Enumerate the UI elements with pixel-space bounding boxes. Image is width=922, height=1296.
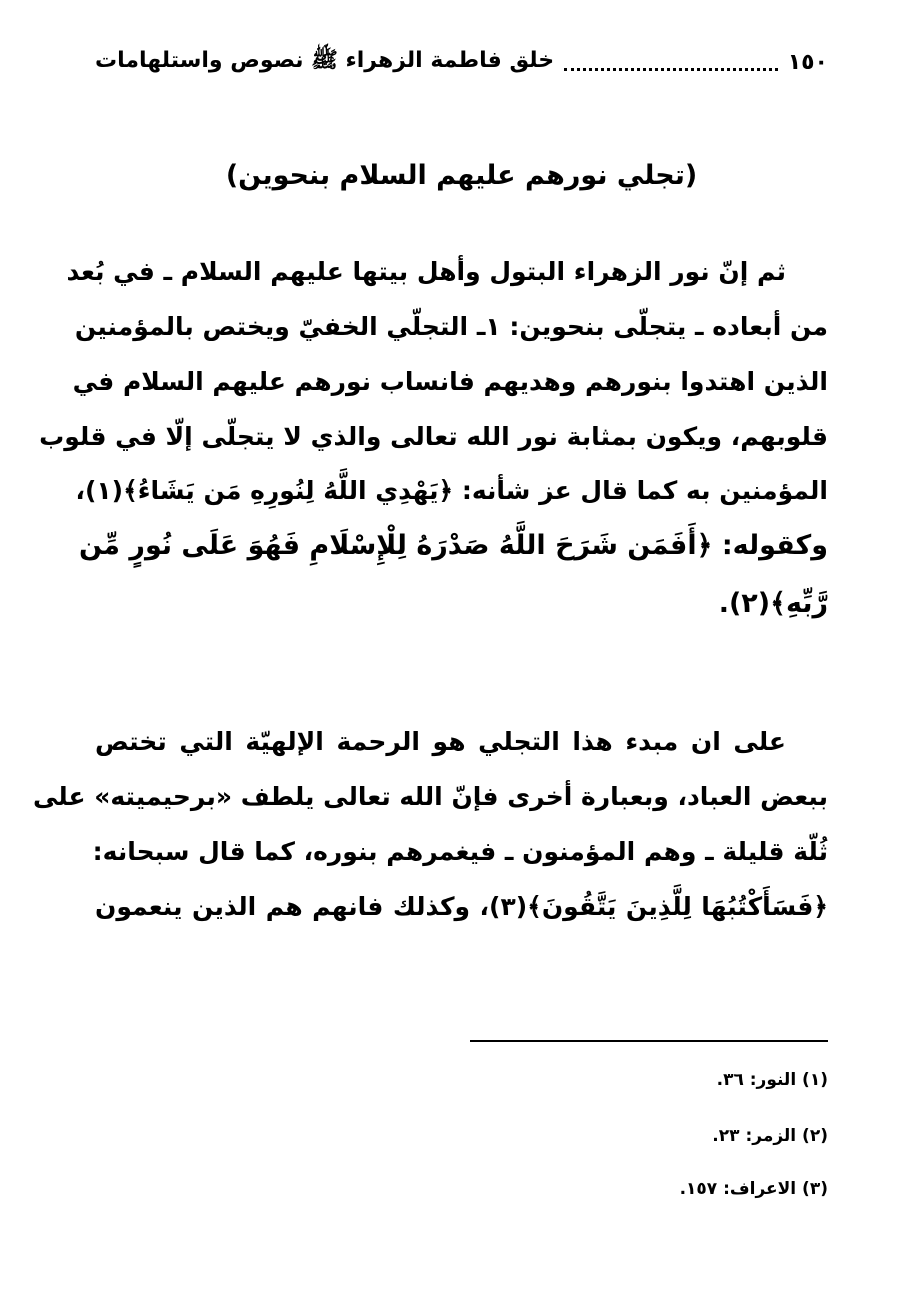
paragraph-line: ثم إنّ نور الزهراء البتول وأهل بيتها عليهم السلام ـ في بُعد [66, 257, 786, 286]
page-number: ١٥٠ [787, 49, 828, 75]
paragraph-line: وكقوله: ﴿أَفَمَن شَرَحَ اللَّهُ صَدْرَهُ لِلْإِسْلَامِ فَهُوَ عَلَى نُورٍ مِّن [79, 530, 828, 561]
header-dot-leader [564, 54, 778, 71]
footnote-separator [470, 1040, 828, 1042]
paragraph-line: ببعض العباد، وبعبارة أخرى فإنّ الله تعالى يلطف «برحيميته» على [32, 782, 828, 811]
paragraph-line: المؤمنين به كما قال عز شأنه: ﴿يَهْدِي اللَّهُ لِنُورِهِ مَن يَشَاءُ﴾(١)، [75, 476, 828, 505]
paragraph-line: على ان مبدء هذا التجلي هو الرحمة الإلهيّة التي تختص [95, 727, 786, 756]
paragraph-line: ﴿فَسَأَكْتُبُهَا لِلَّذِينَ يَتَّقُونَ﴾(٣)، وكذلك فانهم هم الذين ينعمون [95, 892, 828, 921]
paragraph-line: الذين اهتدوا بنورهم وهديهم فانساب نورهم عليهم السلام في [72, 367, 828, 396]
footnote-3: (٣) الاعراف: ١٥٧. [679, 1179, 828, 1199]
paragraph-line: قلوبهم، ويكون بمثابة نور الله تعالى والذي لا يتجلّى إلّا في قلوب [39, 422, 828, 451]
running-header [95, 40, 828, 84]
paragraph-line: ثُلّة قليلة ـ وهم المؤمنون ـ فيغمرهم بنوره، كما قال سبحانه: [92, 837, 828, 866]
section-title: (تجلي نورهم عليهم السلام بنحوين) [225, 160, 698, 191]
paragraph-line: رَّبِّهِ﴾(٢). [718, 588, 828, 619]
footnote-1: (١) النور: ٣٦. [716, 1070, 828, 1090]
book-title: خلق فاطمة الزهراء ﷺ نصوص واستلهامات [95, 48, 555, 73]
paragraph-line: من أبعاده ـ يتجلّى بنحوين: ١ـ التجلّي الخفيّ ويختص بالمؤمنين [74, 312, 828, 341]
footnote-2: (٢) الزمر: ٢٣. [712, 1126, 828, 1146]
